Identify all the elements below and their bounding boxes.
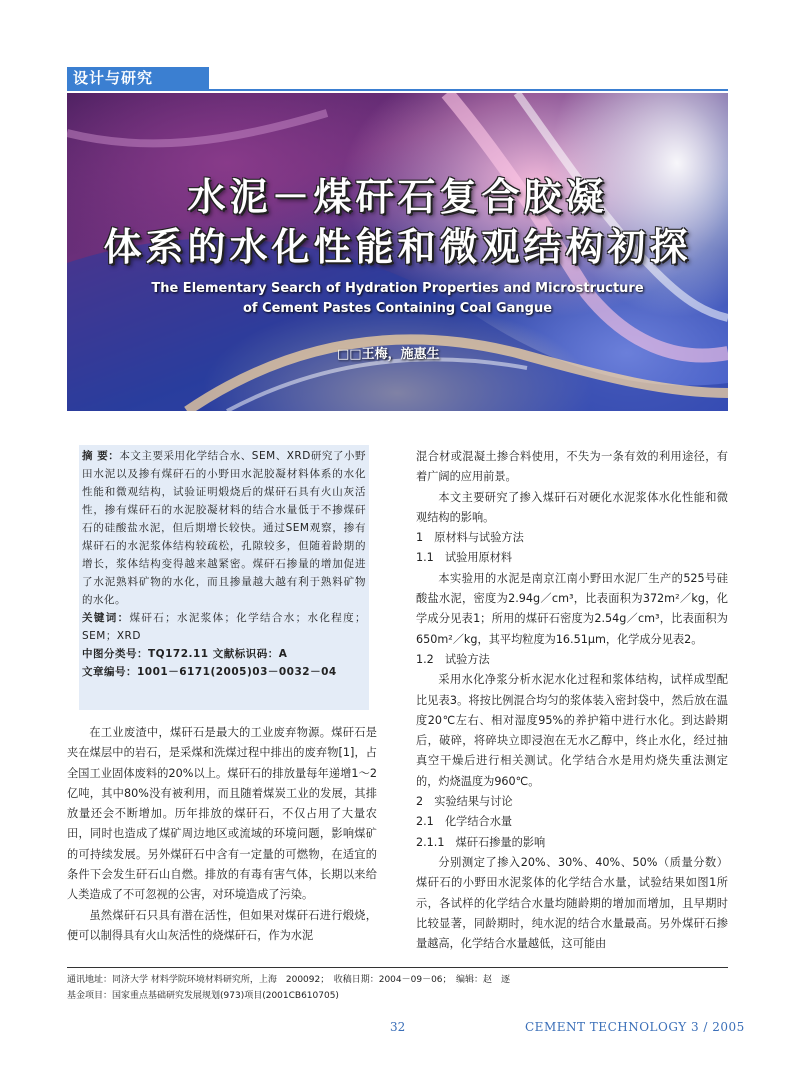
title-banner — [67, 93, 728, 411]
footnote-divider — [67, 967, 728, 968]
subsection-heading: 2.1 化学结合水量 — [416, 815, 513, 829]
footnote-funding: 基金项目：国家重点基础研究发展规划(973)项目(2001CB610705) — [67, 991, 339, 1001]
abstract-label: 摘 要： — [82, 450, 120, 462]
subsubsection-heading: 2.1.1 煤矸石掺量的影响 — [416, 835, 546, 849]
paragraph: 本实验用的水泥是南京江南小野田水泥厂生产的525号硅酸盐水泥，密度为2.94g／cm³，比表面积为372m²／kg，化学成分见表1；所用的煤矸石密度为2.54g／cm³，比表面积为650m²／kg，其平均粒度为16.51μm，化学成分见表2。 — [416, 571, 728, 646]
paragraph: 采用水化净浆分析水泥水化过程和浆体结构，试样成型配比见表3。将按比例混合均匀的浆体装入密封袋中，然后放在温度20℃左右、相对湿度95%的养护箱中进行水化。到达龄期后，破碎，将碎块立即浸泡在无水乙醇中，终止水化，经过抽真空干燥后进行相关测试。化学结合水是用灼烧失重法测定的，灼烧温度为960℃。 — [416, 673, 728, 788]
paragraph: 虽然煤矸石只具有潜在活性，但如果对煤矸石进行煅烧，便可以制得具有火山灰活性的烧煤矸石，作为水泥 — [67, 908, 377, 942]
section-divider — [67, 89, 728, 91]
article-number: 文章编号：1001－6171(2005)03－0032－04 — [82, 666, 337, 678]
english-title-line-2: of Cement Pastes Containing Coal Gangue — [242, 301, 553, 316]
paragraph: 本文主要研究了掺入煤矸石对硬化水泥浆体水化性能和微观结构的影响。 — [416, 490, 728, 524]
section-heading: 2 实验结果与讨论 — [416, 795, 513, 809]
right-column — [416, 447, 728, 954]
authors: □□王梅，施惠生 — [337, 347, 440, 362]
paragraph: 分别测定了掺入20%、30%、40%、50%（质量分数）煤矸石的小野田水泥浆体的化学结合水量，试验结果如图1所示，各试样的化学结合水量均随龄期的增加而增加，且早期时比较显著，同龄期时，纯水泥的结合水量最高。另外煤矸石掺量越高，化学结合水量越低，这可能由 — [416, 855, 728, 951]
subsection-heading: 1.2 试验方法 — [416, 652, 490, 666]
left-column — [67, 723, 377, 946]
subsection-heading: 1.1 试验用原材料 — [416, 551, 513, 565]
journal-name: CEMENT TECHNOLOGY 3 / 2005 — [525, 1020, 745, 1034]
abstract-text: 本文主要采用化学结合水、SEM、XRD研究了小野田水泥以及掺有煤矸石的小野田水泥胶凝材料体系的水化性能和微观结构，试验证明煅烧后的煤矸石具有火山灰活性，掺有煤矸石的水泥胶凝材料的结合水量低于不掺煤矸石的硅酸盐水泥，但后期增长较快。通过SEM观察，掺有煤矸石的水泥浆体结构较疏松，孔隙较多，但随着龄期的增长，浆体结构变得越来越紧密。煤矸石掺量的增加促进了水泥熟料矿物的水化，而且掺量越大越有利于熟料矿物的水化。 — [82, 450, 367, 606]
english-title-line-1: The Elementary Search of Hydration Properties and Microstructure — [151, 281, 644, 296]
section-tag: 设计与研究 — [67, 67, 209, 89]
keywords: 煤矸石；水泥浆体；化学结合水；水化程度；SEM；XRD — [82, 612, 367, 642]
keywords-label: 关键词： — [82, 612, 130, 624]
section-heading: 1 原材料与试验方法 — [416, 531, 524, 545]
title-line-2: 体系的水化性能和微观结构初探 — [103, 225, 692, 269]
paragraph: 混合材或混凝土掺合料使用，不失为一条有效的利用途径，有着广阔的应用前景。 — [416, 450, 728, 484]
page-number: 32 — [390, 1020, 406, 1034]
paragraph: 在工业废渣中，煤矸石是最大的工业废弃物源。煤矸石是夹在煤层中的岩石，是采煤和洗煤过程中排出的废弃物[1]，占全国工业固体废料的20%以上。煤矸石的排放量每年递增1～2亿吨，其中80%没有被利用，而且随着煤炭工业的发展，其排放量还会不断增加。历年排放的煤矸石，不仅占用了大量农田，同时也造成了煤矿周边地区或流域的环境问题，影响煤矿的可持续发展。另外煤矸石中含有一定量的可燃物，在适宜的条件下会发生矸石山自燃。排放的有毒有害气体，长期以来给人类造成了不可忽视的公害，对环境造成了污染。 — [67, 726, 377, 902]
abstract — [82, 447, 366, 681]
clc-number: 中图分类号：TQ172.11 文献标识码：A — [82, 648, 288, 660]
title-line-1: 水泥－煤矸石复合胶凝 — [187, 175, 608, 219]
footnote-address: 通讯地址：同济大学 材料学院环境材料研究所，上海 200092； 收稿日期：2004－09－06； 编辑：赵 逐 — [67, 975, 511, 985]
